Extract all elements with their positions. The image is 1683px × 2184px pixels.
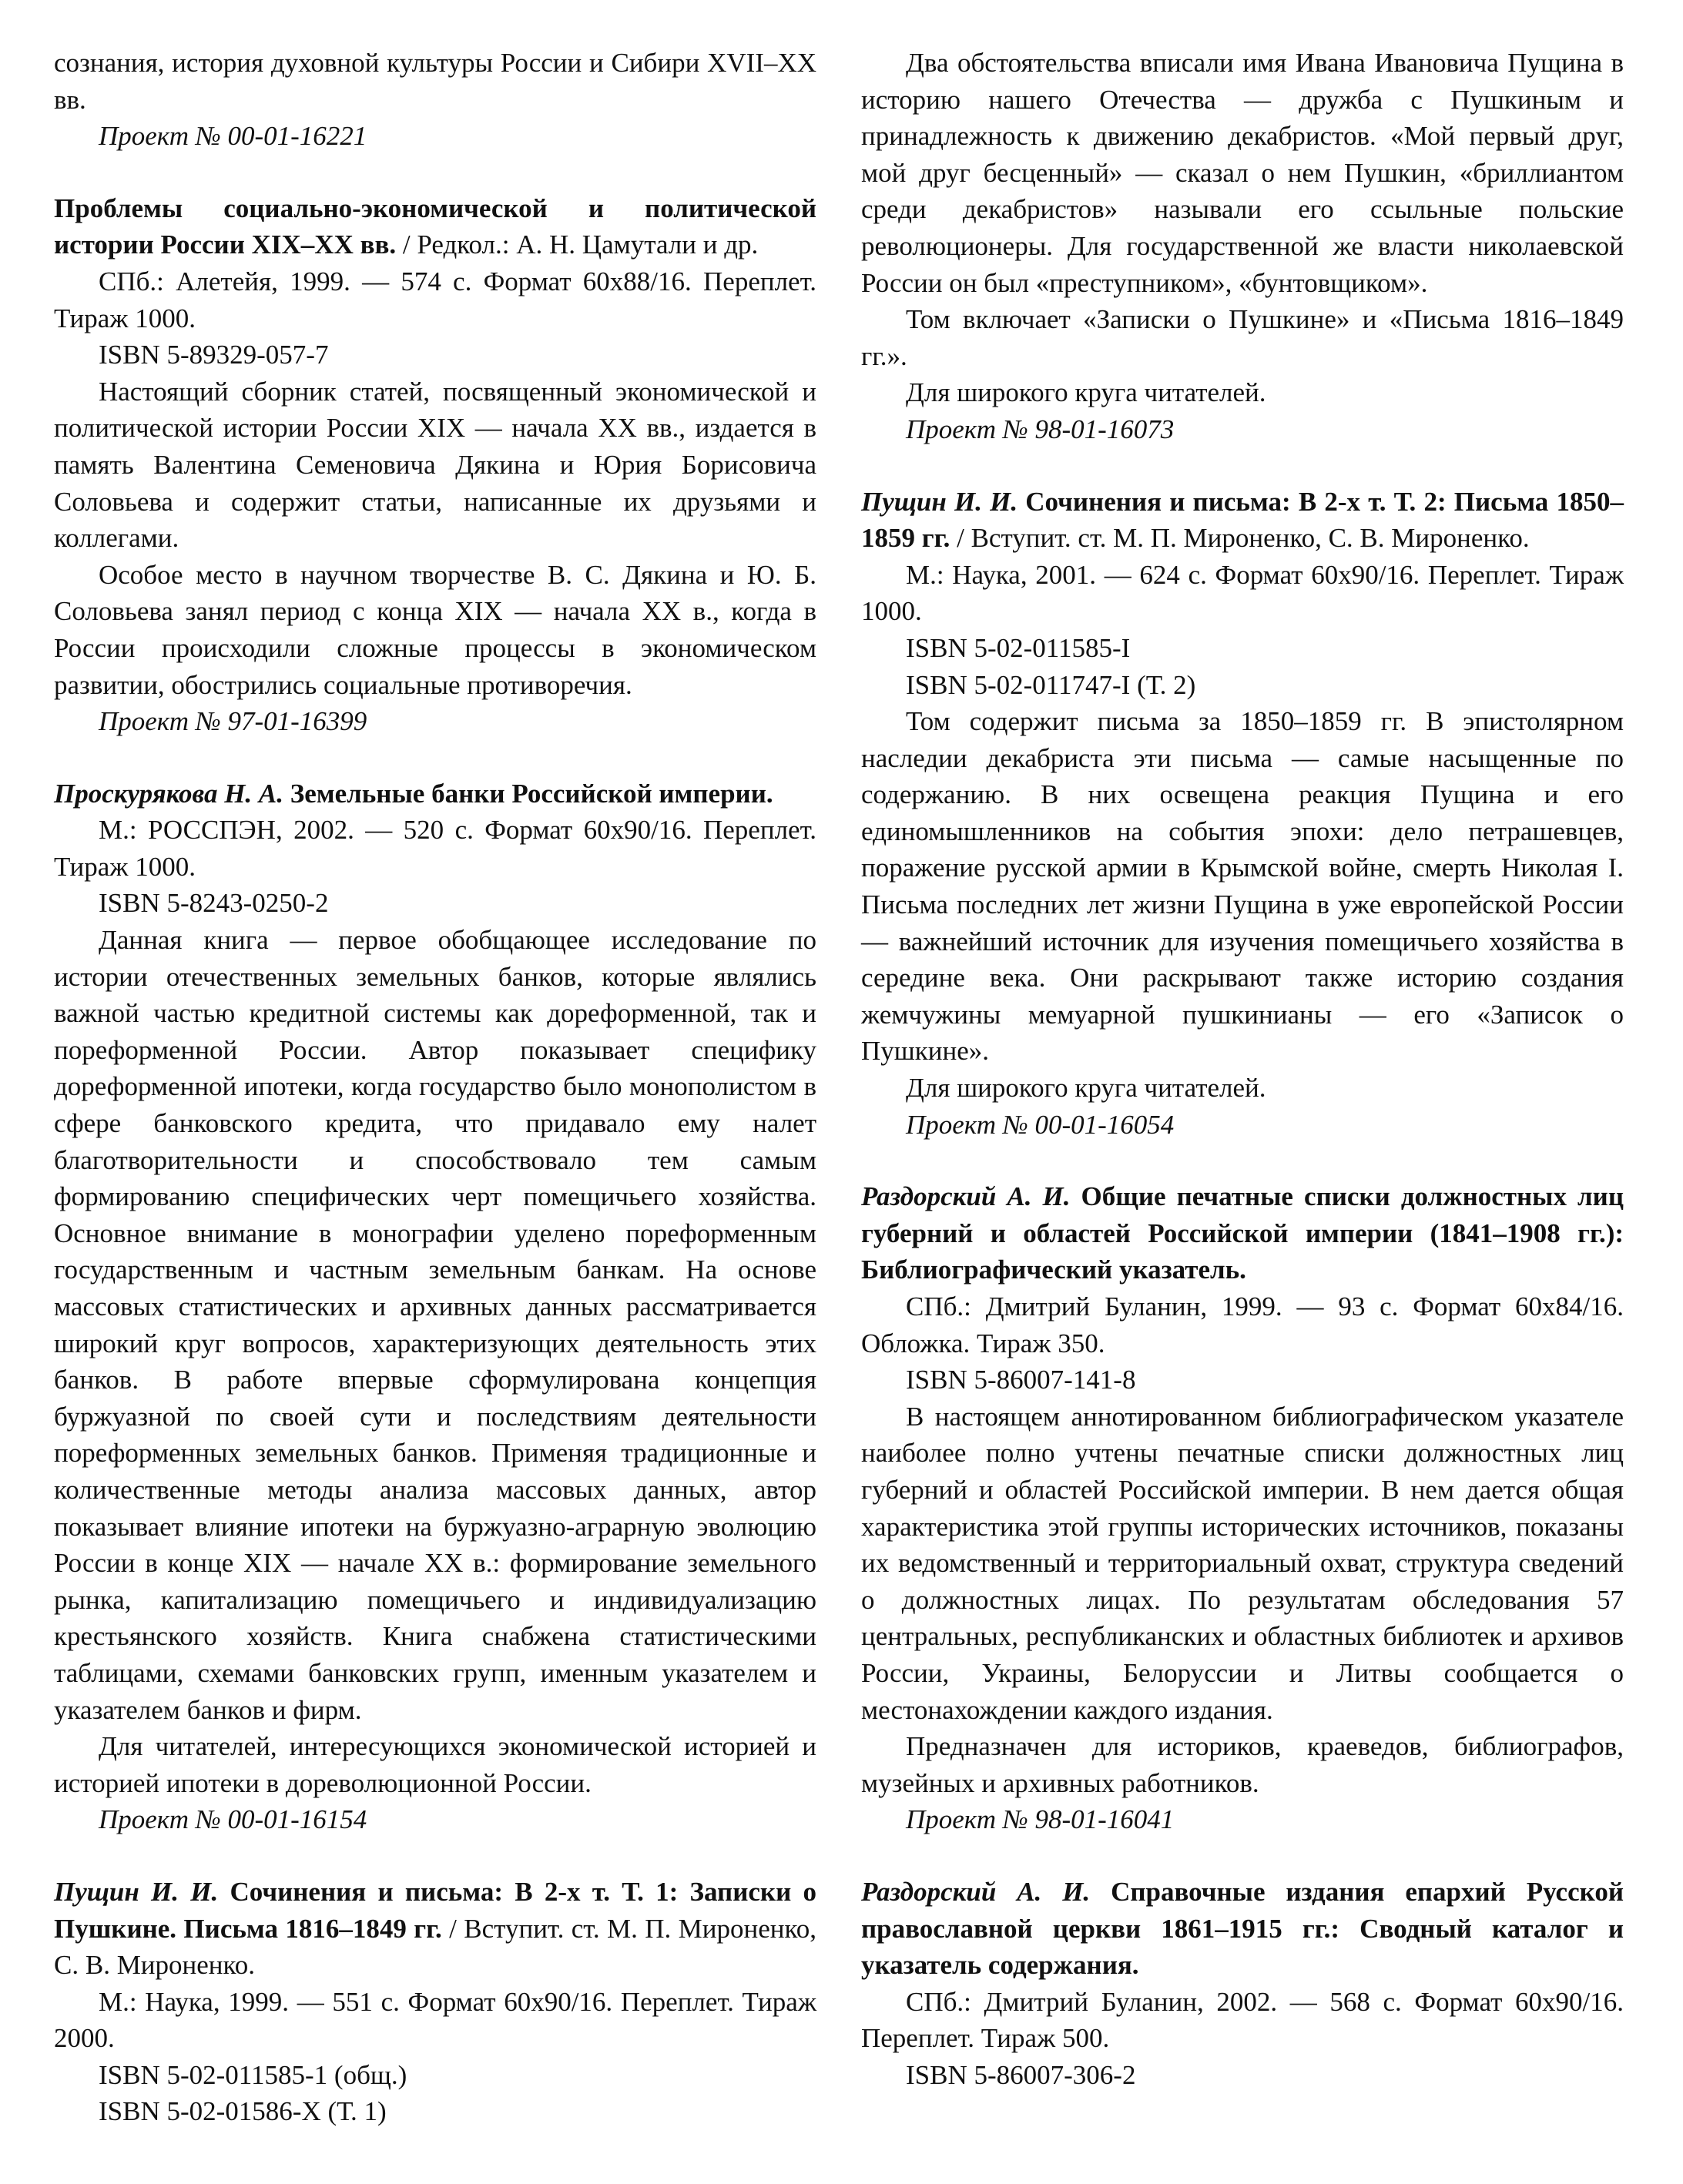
audience-note: Для широкого круга читателей.	[906, 377, 1266, 408]
entry-title: Сочинения и письма: В 2-х т. Т. 2: Письма 1850–1859 гг.	[861, 486, 1624, 554]
annotation-paragraph: Данная книга — первое обобщающее исследование по истории отечественных земельных банков, которые являлись важной частью кредитной системы как дореформенной, так и пореформенной России. Автор показывает специфику дореформенной ипотеки, когда государство было монополистом в сфере банковского кредита, что придавало ему налет благотворительности и способствовало тем самым формированию специфических черт помещичьего хозяйства. Основное внимание в монографии уделено пореформенным государственным и частным земельным банкам. На основе массовых статистических и архивных данных рассматривается широкий круг вопросов, характеризующих деятельность этих банков. В работе впервые сформулирована концепция буржуазной по своей сути и последствиям деятельности пореформенных земельных банков. Применяя традиционные и количественные методы анализа массовых данных, автор показывает влияние ипотеки на буржуазно-аграрную эволюцию России в конце XIX — начале XX в.: формирование земельного рынка, капитализацию помещичьего и индивидуализацию крестьянского хозяйств. Книга снабжена статистическими таблицами, схемами банковских групп, именным указателем и указателем банков и фирм.	[54, 925, 816, 1725]
isbn: ISBN 5-02-011585-1 (общ.)	[99, 2059, 407, 2090]
annotation-text: сознания, история духовной культуры России и Сибири XVII–XX вв.	[54, 48, 816, 115]
project-number: Проект № 00-01-16221	[99, 121, 367, 152]
isbn: ISBN 5-86007-306-2	[906, 2059, 1136, 2090]
entry-heading	[861, 1874, 1624, 1984]
entry-title: Проблемы социально-экономической и политической истории России XIX–XX вв.	[54, 193, 816, 260]
entry-heading	[54, 1874, 816, 1984]
publication-info: М.: РОССПЭН, 2002. — 520 с. Формат 60x90/16. Переплет. Тираж 1000.	[54, 815, 816, 882]
entry-title: Общие печатные списки должностных лиц губерний и областей Российской империи (1841–1908 гг.): Библиографический указатель.	[861, 1181, 1624, 1285]
entry-author: Пущин И. И.	[54, 1876, 219, 1907]
publication-info: М.: Наука, 1999. — 551 с. Формат 60x90/16. Переплет. Тираж 2000.	[54, 1986, 816, 2054]
audience-note: Для широкого круга читателей.	[906, 1073, 1266, 1104]
publication-info: СПб.: Дмитрий Буланин, 2002. — 568 с. Формат 60x90/16. Переплет. Тираж 500.	[861, 1986, 1624, 2054]
annotation-paragraph: Том содержит письма за 1850–1859 гг. В эпистолярном наследии декабриста эти письма — самые насыщенные по содержанию. В них освещена реакция Пущина и его единомышленников на события эпохи: дело петрашевцев, поражение русской армии в Крымской войне, смерть Николая I. Письма последних лет жизни Пущина в уже европейской России — важнейший источник для изучения помещичьего хозяйства в середине века. Они раскрывают также историю создания жемчужины мемуарной пушкинианы — его «Записок о Пушкине».	[861, 706, 1624, 1067]
entry-continuation-right	[861, 45, 1624, 448]
isbn: ISBN 5-02-011747-I (Т. 2)	[906, 669, 1196, 700]
bibliography-entry-proskuryakova	[54, 775, 816, 1838]
left-column	[54, 45, 816, 2130]
entry-heading	[54, 190, 816, 263]
project-number: Проект № 98-01-16041	[906, 1804, 1175, 1835]
annotation-paragraph: Особое место в научном творчестве В. С. Дякина и Ю. Б. Соловьева занял период с конца XIX — начала XX в., когда в России происходили сложные процессы в экономическом развитии, обострились социальные противоречия.	[54, 559, 816, 700]
bibliography-entry-razdorsky-eparchies	[861, 1874, 1624, 2094]
project-number: Проект № 97-01-16399	[99, 706, 367, 737]
entry-author: Пущин И. И.	[861, 486, 1018, 517]
entry-author: Проскурякова Н. А.	[54, 778, 284, 809]
audience-note: Предназначен для историков, краеведов, библиографов, музейных и архивных работников.	[861, 1731, 1624, 1798]
entry-editors: / Редкол.: А. Н. Цамутали и др.	[396, 229, 759, 260]
project-number: Проект № 98-01-16073	[906, 414, 1175, 444]
entry-editors: / Вступит. ст. М. П. Мироненко, С. В. Мироненко.	[950, 523, 1530, 554]
bibliography-entry-problems-history	[54, 190, 816, 740]
publication-info: СПб.: Алетейя, 1999. — 574 с. Формат 60x88/16. Переплет. Тираж 1000.	[54, 266, 816, 333]
isbn: ISBN 5-02-01586-X (Т. 1)	[99, 2096, 387, 2127]
bibliography-entry-pushchin-vol2	[861, 484, 1624, 1144]
entry-title: Сочинения и письма: В 2-х т. Т. 1: Записки о Пушкине. Письма 1816–1849 гг.	[54, 1876, 816, 1944]
annotation-paragraph: Для читателей, интересующихся экономической историей и историей ипотеки в дореволюционной России.	[54, 1731, 816, 1798]
isbn: ISBN 5-89329-057-7	[99, 340, 329, 370]
bibliography-entry-razdorsky-lists	[861, 1178, 1624, 1838]
project-number: Проект № 00-01-16154	[99, 1804, 367, 1835]
entry-author: Раздорский А. И.	[861, 1876, 1091, 1907]
entry-heading	[861, 484, 1624, 557]
isbn: ISBN 5-86007-141-8	[906, 1365, 1136, 1395]
entry-editors: / Вступит. ст. М. П. Мироненко, С. В. Мироненко.	[54, 1913, 816, 1981]
bibliography-entry-pushchin-vol1	[54, 1874, 816, 2130]
entry-continuation-left	[54, 45, 816, 155]
publication-info: СПб.: Дмитрий Буланин, 1999. — 93 с. Формат 60x84/16. Обложка. Тираж 350.	[861, 1291, 1624, 1358]
publication-info: М.: Наука, 2001. — 624 с. Формат 60x90/16. Переплет. Тираж 1000.	[861, 559, 1624, 627]
entry-heading	[861, 1178, 1624, 1288]
annotation-paragraph: Настоящий сборник статей, посвященный экономической и политической истории России XIX — начала XX вв., издается в память Валентина Семеновича Дякина и Юрия Борисовича Соловьева и содержит статьи, написанные их друзьями и коллегами.	[54, 376, 816, 554]
project-number: Проект № 00-01-16054	[906, 1109, 1175, 1140]
isbn: ISBN 5-8243-0250-2	[99, 888, 329, 919]
entry-title: Справочные издания епархий Русской православной церкви 1861–1915 гг.: Сводный каталог и указатель содержания.	[861, 1876, 1624, 1981]
entry-heading	[54, 775, 816, 812]
entry-author: Раздорский А. И.	[861, 1181, 1071, 1212]
annotation-paragraph: Том включает «Записки о Пушкине» и «Письма 1816–1849 гг.».	[861, 304, 1624, 371]
annotation-paragraph: Два обстоятельства вписали имя Ивана Ивановича Пущина в историю нашего Отечества — дружба с Пушкиным и принадлежность к движению декабристов. «Мой первый друг, мой друг бесценный» — сказал о нем Пушкин, «бриллиантом среди декабристов» называли его ссыльные польские революционеры. Для государственной же власти николаевской России он был «преступником», «бунтовщиком».	[861, 48, 1624, 298]
entry-title: Земельные банки Российской империи.	[283, 778, 773, 809]
annotation-paragraph: В настоящем аннотированном библиографическом указателе наиболее полно учтены печатные списки должностных лиц губерний и областей Российской империи. В нем дается общая характеристика этой группы исторических источников, показаны их ведомственный и территориальный охват, структура сведений о должностных лицах. По результатам обследования 57 центральных, республиканских и областных библиотек и архивов России, Украины, Белоруссии и Литвы сообщается о местонахождении каждого издания.	[861, 1401, 1624, 1725]
isbn: ISBN 5-02-011585-I	[906, 632, 1131, 663]
right-column	[861, 45, 1624, 2093]
